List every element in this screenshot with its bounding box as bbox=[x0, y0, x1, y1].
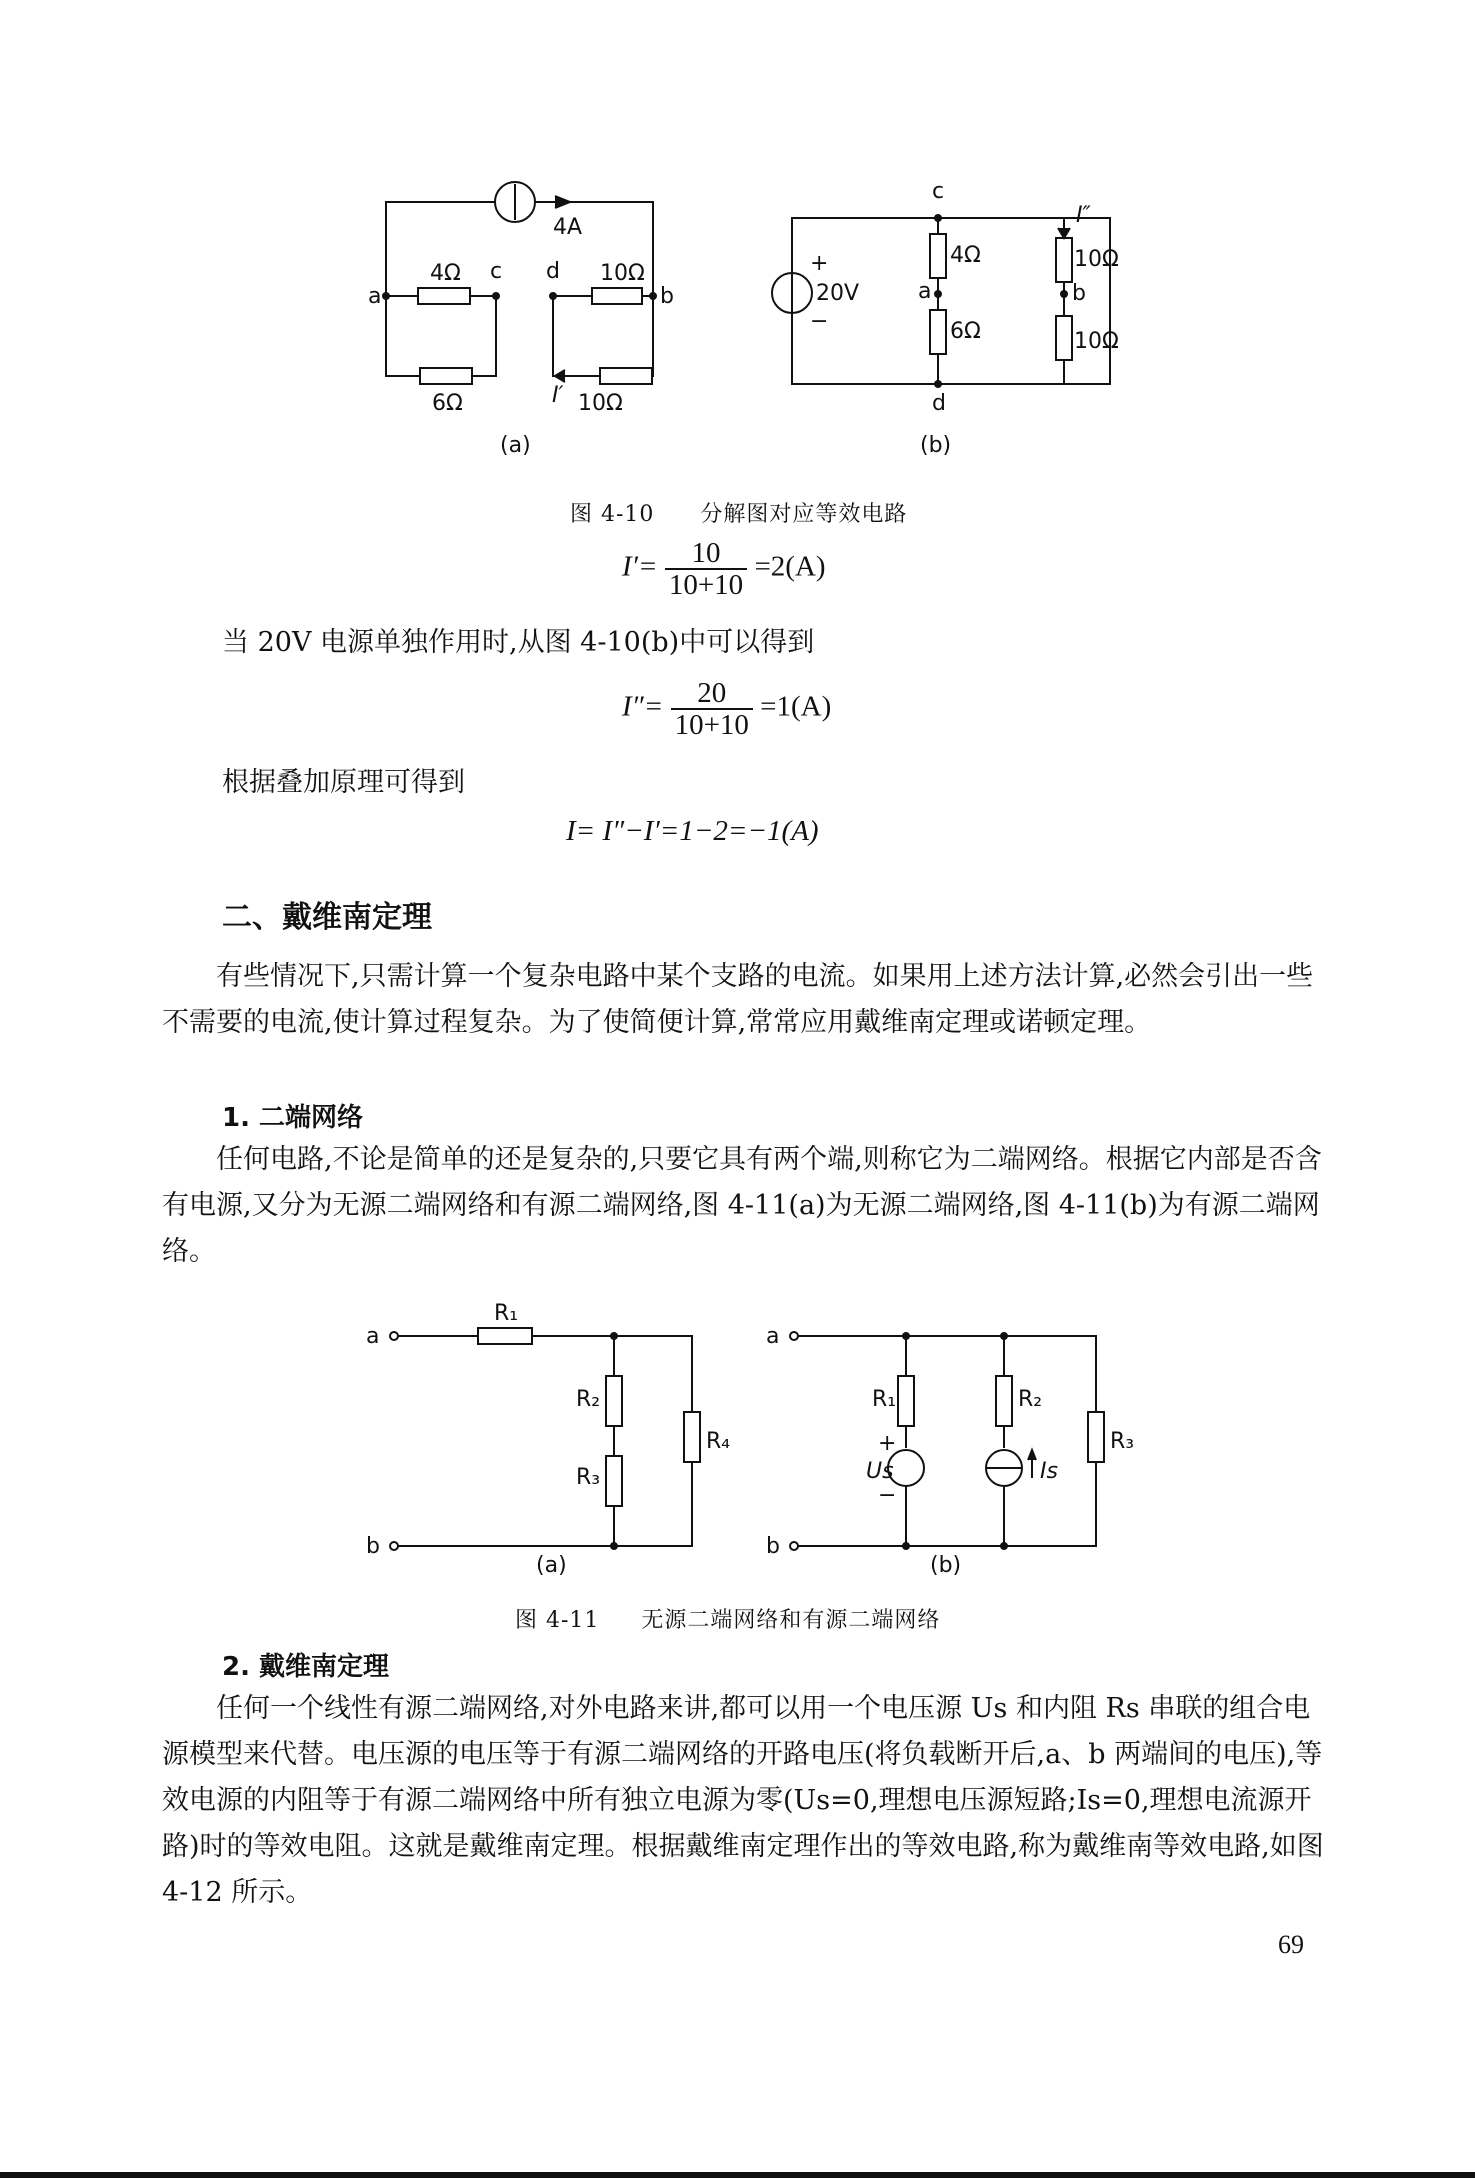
figure-4-11 bbox=[350, 1300, 1135, 1590]
r-4ohm-b-label: 4Ω bbox=[950, 243, 981, 268]
node-b-b-label: b bbox=[1072, 281, 1086, 306]
source-4a-label: 4A bbox=[553, 215, 583, 240]
equation-i-double-prime: I″= $\frac{20}{10+10}$ =1(A) bbox=[622, 677, 832, 741]
resistor-4ohm-b bbox=[930, 234, 946, 278]
resistor-6ohm bbox=[420, 368, 472, 384]
resistor-6ohm-b bbox=[930, 310, 946, 354]
resistor-r1-a bbox=[478, 1328, 532, 1344]
node-d-b-label: d bbox=[932, 391, 946, 416]
paragraph-line-superposition: 根据叠加原理可得到 bbox=[222, 767, 465, 798]
node-a-label: a bbox=[368, 284, 382, 309]
r-10ohm-b-top-label: 10Ω bbox=[1074, 247, 1119, 272]
resistor-4ohm bbox=[418, 288, 470, 304]
r2-label-a: R₂ bbox=[576, 1387, 601, 1412]
resistor-r4-a bbox=[684, 1412, 700, 1462]
paragraph-line-20v: 当 20V 电源单独作用时,从图 4-10(b)中可以得到 bbox=[222, 627, 815, 658]
plus-label: + bbox=[810, 251, 829, 276]
us-plus-label: + bbox=[878, 1431, 897, 1456]
resistor-r2-b bbox=[996, 1376, 1012, 1426]
resistor-r1-b bbox=[898, 1376, 914, 1426]
r-10ohm-top-label: 10Ω bbox=[600, 261, 645, 286]
r-6ohm-label: 6Ω bbox=[432, 391, 463, 416]
resistor-10ohm-top bbox=[592, 288, 642, 304]
figure-4-11a-sublabel: (a) bbox=[536, 1553, 567, 1578]
r4-label-a: R₄ bbox=[706, 1429, 731, 1454]
paragraph-thevenin: 任何一个线性有源二端网络,对外电路来讲,都可以用一个电压源 Us 和内阻 Rs 串联的组合电源模型来代替。电压源的电压等于有源二端网络的开路电压(将负载断开后,a、b 两端间的电压),等效电源的内阻等于有源二端网络中所有独立电源为零(Us=0,理想电压源短路;Is=0,理想电流源开路)时的等效电阻。这就是戴维南定理。根据戴维南定理作出的等效电路,称为戴维南等效电路,如图 4-12 所示。 bbox=[162, 1693, 1324, 1908]
us-label: Us bbox=[866, 1459, 894, 1484]
page-number: 69 bbox=[1278, 1930, 1304, 1959]
r3-label-b: R₃ bbox=[1110, 1429, 1135, 1454]
r-6ohm-b-label: 6Ω bbox=[950, 319, 981, 344]
node-d-label: d bbox=[546, 259, 560, 284]
paragraph-intro: 有些情况下,只需计算一个复杂电路中某个支路的电流。如果用上述方法计算,必然会引出一些不需要的电流,使计算过程复杂。为了使简便计算,常常应用戴维南定理或诺顿定理。 bbox=[162, 961, 1314, 1038]
node-b-label: b bbox=[660, 284, 674, 309]
subheading-two-terminal: 1. 二端网络 bbox=[222, 1103, 364, 1133]
figure-4-11-caption bbox=[515, 1603, 940, 1634]
r-10ohm-b-bottom-label: 10Ω bbox=[1074, 329, 1119, 354]
bottom-border bbox=[0, 2172, 1475, 2178]
figure-4-10-caption bbox=[570, 497, 907, 528]
current-i-prime-label: I′ bbox=[552, 383, 564, 408]
r2-label-b: R₂ bbox=[1018, 1387, 1043, 1412]
equation-i-prime: I′= $\frac{10}{10+10}$ =2(A) bbox=[622, 537, 826, 601]
figure-4-10-caption-number: 图 4-10 bbox=[570, 502, 655, 527]
resistor-10ohm-b-bottom bbox=[1056, 316, 1072, 360]
resistor-r2-a bbox=[606, 1376, 622, 1426]
is-label: Is bbox=[1040, 1459, 1058, 1484]
us-minus-label: − bbox=[878, 1483, 897, 1508]
figure-4-11a-circuit bbox=[390, 1328, 700, 1550]
figure-4-11b-circuit bbox=[790, 1332, 1104, 1550]
r1-label-b: R₁ bbox=[872, 1387, 897, 1412]
node-c-label: c bbox=[490, 259, 503, 284]
section-heading: 二、戴维南定理 bbox=[222, 900, 432, 935]
resistor-r3-b bbox=[1088, 1412, 1104, 1462]
subheading-thevenin: 2. 戴维南定理 bbox=[222, 1652, 390, 1682]
node-a-b-label: a bbox=[918, 279, 932, 304]
node-c-b-label: c bbox=[932, 179, 945, 204]
node-b-411a: b bbox=[366, 1534, 380, 1559]
figure-4-10b-sublabel: (b) bbox=[920, 433, 952, 458]
source-20v-label: 20V bbox=[816, 281, 860, 306]
resistor-10ohm-b-top bbox=[1056, 238, 1072, 282]
equation-i-total: I= I″−I′=1−2=−1(A) bbox=[566, 815, 819, 847]
node-b-411b: b bbox=[766, 1534, 780, 1559]
r-4ohm-label: 4Ω bbox=[430, 261, 461, 286]
current-i-double-prime-label: I″ bbox=[1076, 203, 1091, 228]
node-a-411a: a bbox=[366, 1324, 380, 1349]
figure-4-10-caption-text: 分解图对应等效电路 bbox=[700, 502, 908, 527]
equation-i-prime-fraction: $\frac{10}{10+10}$ bbox=[665, 538, 747, 600]
paragraph-two-terminal: 任何电路,不论是简单的还是复杂的,只要它具有两个端,则称它为二端网络。根据它内部是否含有电源,又分为无源二端网络和有源二端网络,图 4-11(a)为无源二端网络,图 4-11(b)为有源二端网络。 bbox=[162, 1144, 1322, 1267]
r3-label-a: R₃ bbox=[576, 1465, 601, 1490]
node-a-411b: a bbox=[766, 1324, 780, 1349]
r1-label-a: R₁ bbox=[494, 1301, 519, 1326]
figure-4-10 bbox=[360, 170, 1120, 470]
figure-4-11-caption-text: 无源二端网络和有源二端网络 bbox=[641, 1608, 941, 1633]
resistor-r3-a bbox=[606, 1456, 622, 1506]
equation-i-double-prime-fraction: $\frac{20}{10+10}$ bbox=[671, 678, 753, 740]
minus-label: − bbox=[810, 309, 829, 334]
figure-4-10a-sublabel: (a) bbox=[500, 433, 531, 458]
figure-4-11b-sublabel: (b) bbox=[930, 1553, 962, 1578]
r-10ohm-bottom-label: 10Ω bbox=[578, 391, 623, 416]
figure-4-11-caption-number: 图 4-11 bbox=[515, 1608, 600, 1633]
resistor-10ohm-bottom bbox=[600, 368, 652, 384]
